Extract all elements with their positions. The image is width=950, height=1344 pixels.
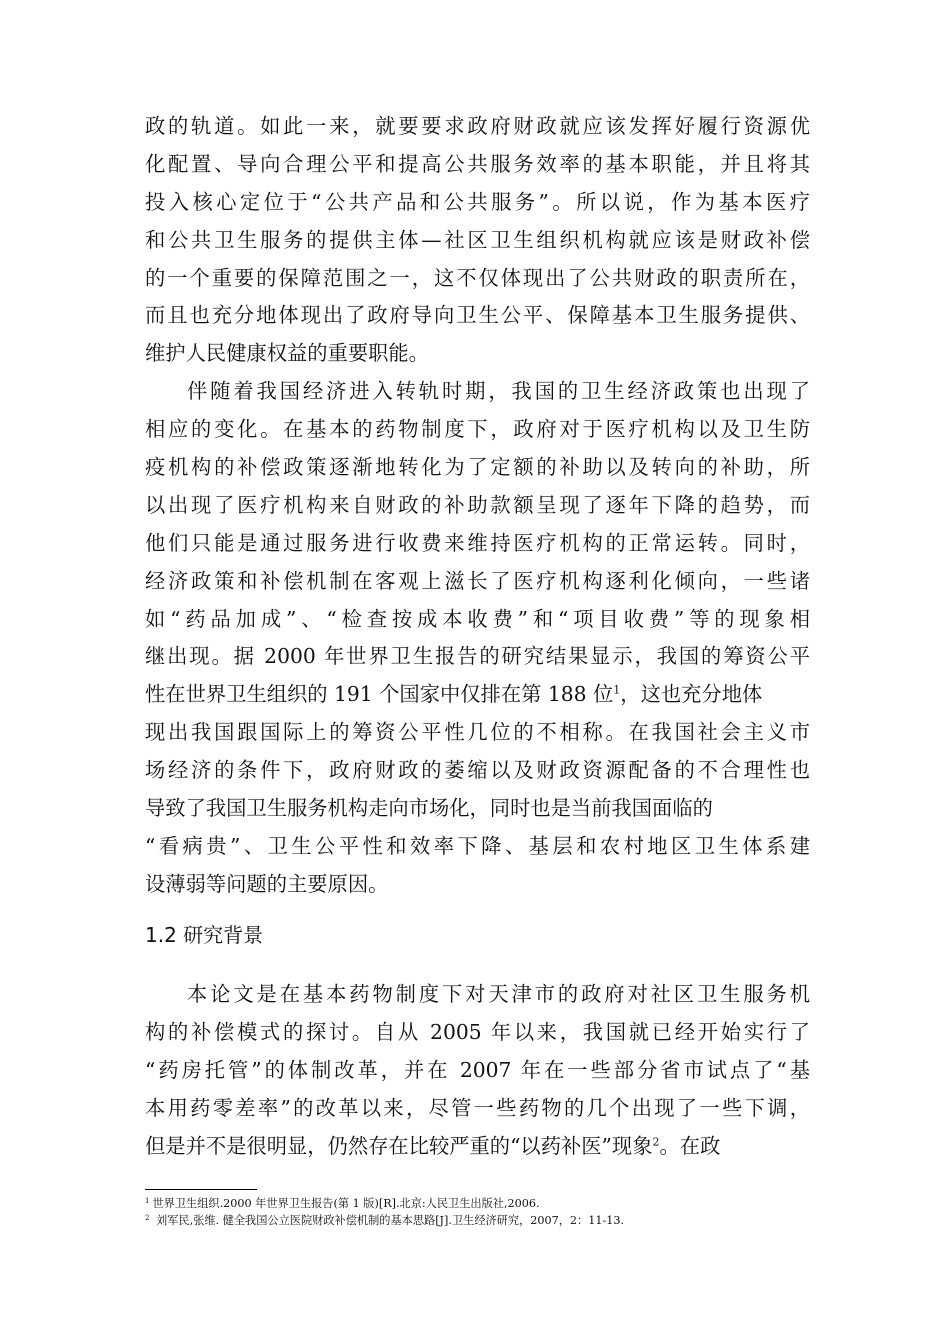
text-line: 和公共卫生服务的提供主体—社区卫生组织机构就应该是财政补偿 [145,227,810,252]
text-segment: 性在世界卫生组织的 191 个国家中仅排在第 188 位 [145,682,614,707]
text-line: 构的补偿模式的探讨。自从 2005 年以来，我国就已经开始实行了 [145,1019,810,1044]
text-line: 本用药零差率”的改革以来，尽管一些药物的几个出现了一些下调， [145,1095,810,1120]
text-line: “药房托管”的体制改革，并在 2007 年在一些部分省市试点了“基 [145,1057,810,1082]
text-line: 疫机构的补偿政策逐渐地转化为了定额的补助以及转向的补助，所 [145,455,810,480]
text-line: “看病贵”、卫生公平性和效率下降、基层和农村地区卫生体系建 [145,833,810,858]
text-line: 而且也充分地体现出了政府导向卫生公平、保障基本卫生服务提供、 [145,303,810,328]
text-line: 如“药品加成”、“检查按成本收费”和“项目收费”等的现象相 [145,606,810,631]
text-line: 本论文是在基本药物制度下对天津市的政府对社区卫生服务机 [187,982,810,1006]
footnote-mark: 2 [145,1213,150,1222]
text-line: 设薄弱等问题的主要原因。 [145,871,389,896]
footnote-text: 世界卫生组织.2000 年世界卫生报告(第 1 版)[R].北京:人民卫生出版社,2006. [152,1197,540,1210]
text-line: 投入核心定位于“公共产品和公共服务”。所以说，作为基本医疗 [145,189,810,214]
text-line: 导致了我国卫生服务机构走向市场化，同时也是当前我国面临的 [145,796,713,821]
paragraph-2 [145,373,810,903]
section-heading: 1.2 研究背景 [145,923,264,947]
text-line: 相应的变化。在基本的药物制度下，政府对于医疗机构以及卫生防 [145,417,810,442]
footnotes [145,1195,845,1229]
text-line-with-footnote [145,1128,810,1166]
text-line-with-footnote [145,676,810,714]
text-segment: 但是并不是很明显，仍然存在比较严重的“以药补医”现象 [145,1133,653,1158]
text-line: 的一个重要的保障范围之一，这不仅体现出了公共财政的职责所在， [145,265,810,290]
paragraph-1 [145,108,810,904]
text-line: 现出我国跟国际上的筹资公平性几位的不相称。在我国社会主义市 [145,720,810,745]
footnote-ref[interactable]: 2 [652,1134,660,1148]
text-line: 继出现。据 2000 年世界卫生报告的研究结果显示，我国的筹资公平 [145,644,810,669]
text-line: 维护人民健康权益的重要职能。 [145,341,429,366]
footnote-divider [145,1189,257,1190]
text-line: 化配置、导向合理公平和提高公共服务效率的基本职能，并且将其 [145,151,810,176]
footnote-text: 刘军民,张维. 健全我国公立医院财政补偿机制的基本思路[J].卫生经济研究，2007，2：11-13. [152,1214,625,1227]
footnote-item [145,1212,845,1229]
text-line: 场经济的条件下，政府财政的萎缩以及财政资源配备的不合理性也 [145,758,810,783]
text-segment: ，这也充分地体 [620,682,763,707]
paragraph-3 [145,976,810,1165]
footnote-ref[interactable]: 1 [613,683,621,697]
footnote-item [145,1195,845,1212]
text-line: 政的轨道。如此一来，就要要求政府财政就应该发挥好履行资源优 [145,114,810,138]
text-line: 他们只能是通过服务进行收费来维持医疗机构的正常运转。同时， [145,530,810,555]
text-line: 以出现了医疗机构来自财政的补助款额呈现了逐年下降的趋势，而 [145,492,810,517]
footnote-mark: 1 [145,1196,150,1205]
text-line: 经济政策和补偿机制在客观上滋长了医疗机构逐利化倾向，一些诸 [145,568,810,593]
text-line: 伴随着我国经济进入转轨时期，我国的卫生经济政策也出现了 [187,379,810,404]
text-segment: 。在政 [659,1133,721,1158]
